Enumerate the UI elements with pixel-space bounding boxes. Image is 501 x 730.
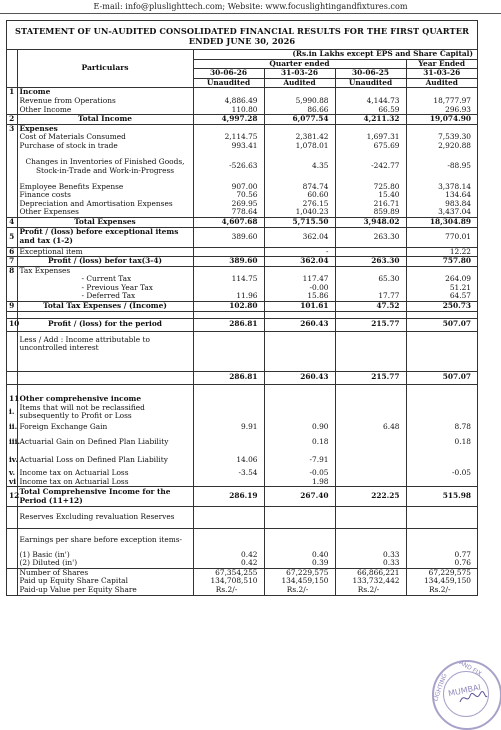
total-income-row: 2 Total Income 4,997.28 6,077.54 4,211.32 19,074.90 [7,115,477,125]
period-date: 31-03-26 [264,69,335,79]
quarter-ended-header: Quarter ended [193,59,406,69]
period-date: 30-06-26 [193,69,264,79]
units-note: (Rs.in Lakhs except EPS and Share Capital) [193,50,477,59]
period-date: 31-03-26 [406,69,477,79]
results-statement [6,20,478,596]
table-row: ii. Foreign Exchange Gain 9.91 0.90 6.48 8.78 [7,421,477,433]
audit-status: Unaudited [193,78,264,88]
contact-line: E-mail: info@pluslighttech.com; Website: www.focuslightingandfixtures.com [0,0,501,14]
table-row: Other Income 110.80 86.66 66.59 296.93 [7,106,477,115]
table-row: Employee Benefits Expense 907.00 874.74 725.80 3,378.14 [7,183,477,192]
audit-status: Audited [406,78,477,88]
total-tax-row: 9 Total Tax Expenses / (Income) 102.80 101.61 47.52 250.73 [7,302,477,312]
table-row: Less / Add : Income attributable to uncontrolled interest [7,331,477,371]
table-row: Other Expenses 778.64 1,040.23 859.89 3,437.04 [7,208,477,217]
table-row: i. Items that will not be reclassified subsequently to Profit or Loss [7,404,477,421]
seal-arc-text: AND FIX [457,659,483,678]
statement-title: STATEMENT OF UN-AUDITED CONSOLIDATED FINANCIAL RESULTS FOR THE FIRST QUARTER ENDED JUNE 30, 2026 [7,21,477,50]
table-row: vi Income tax on Actuarial Loss 1.98 [7,478,477,487]
table-row: iii. Actuarial Gain on Defined Plan Liability 0.18 0.18 [7,433,477,451]
table-row: (2) Diluted (in') 0.42 0.39 0.33 0.76 [7,559,477,568]
table-row: 5 Profit / (loss) before exceptional items and tax (1-2) 389.60 362.04 263.30 770.01 [7,227,477,247]
table-row: 1 Income [7,88,477,97]
seal-side-text: LIGHTING [432,672,449,703]
table-row: 3 Expenses [7,124,477,133]
table-row: Paid-up Value per Equity Share Rs.2/- Rs.2/- Rs.2/- Rs.2/- [7,586,477,595]
table-row: Purchase of stock in trade 993.41 1,078.01 675.69 2,920.88 [7,142,477,151]
table-row: Finance costs 70.56 60.60 15.40 134.64 [7,191,477,200]
table-row: - Current Tax 114.75 117.47 65.30 264.09 [7,275,477,284]
table-row: Earnings per share before exception items- [7,529,477,551]
table-row: Reserves Excluding revaluation Reserves [7,507,477,529]
table-row: Cost of Materials Consumed 2,114.75 2,381.42 1,697.31 7,539.30 [7,133,477,142]
table-row: Number of Shares 67,354,255 67,229,575 66,866,221 67,229,575 [7,568,477,577]
seal-city-text: MUMBAI [447,682,482,699]
profit-before-tax-row: 7 Profit / (loss) befor tax(3-4) 389.60 362.04 263.30 757.80 [7,257,477,267]
table-row: - Deferred Tax 11.96 15.86 17.77 64.57 [7,292,477,301]
table-row: - Previous Year Tax -0.00 51.21 [7,284,477,293]
table-row: 6 Exceptional item - 12.22 [7,247,477,257]
table-row: v. Income tax on Actuarial Loss -3.54 -0.05 -0.05 [9,467,471,477]
units-row [7,50,477,59]
audit-status: Unaudited [335,78,406,88]
signature-mark [458,690,488,706]
total-comprehensive-row: 12 Total Comprehensive Income for the Period (11+12) 286.19 267.40 222.25 515.98 [7,487,477,507]
audit-status: Audited [264,78,335,88]
spacer-row [7,311,477,318]
results-table [7,50,477,595]
table-row: (1) Basic (in') 0.42 0.40 0.33 0.77 [7,551,477,560]
table-row: Revenue from Operations 4,886.49 5,990.88 4,144.73 18,777.97 [7,97,477,106]
total-expenses-row: 4 Total Expenses 4,607.68 5,715.50 3,948.02 18,304.89 [7,217,477,227]
table-row: Changes in Inventories of Finished Goods, Stock-in-Trade and Work-in-Progress -526.63 4.35 -242.77 -88.95 [7,151,477,183]
profit-period-row: 10 Profit / (loss) for the period 286.81 260.43 215.77 507.07 [7,318,477,331]
particulars-header: Particulars [17,50,193,88]
table-row: iv. Actuarial Loss on Defined Plan Liability 14.06 -7.91 [7,451,477,469]
table-row: Paid up Equity Share Capital 134,708,510 134,459,150 133,732,442 134,459,150 [7,577,477,586]
period-date: 30-06-25 [335,69,406,79]
table-row: Depreciation and Amortisation Expenses 269.95 276.15 216.71 983.84 [7,200,477,209]
year-ended-header: Year Ended [406,59,477,69]
profit-after-row: 286.81 260.43 215.77 507.07 [7,371,477,384]
table-row: 8 Tax Expenses [7,266,477,275]
table-row: 11 Other comprehensive income [7,395,477,404]
